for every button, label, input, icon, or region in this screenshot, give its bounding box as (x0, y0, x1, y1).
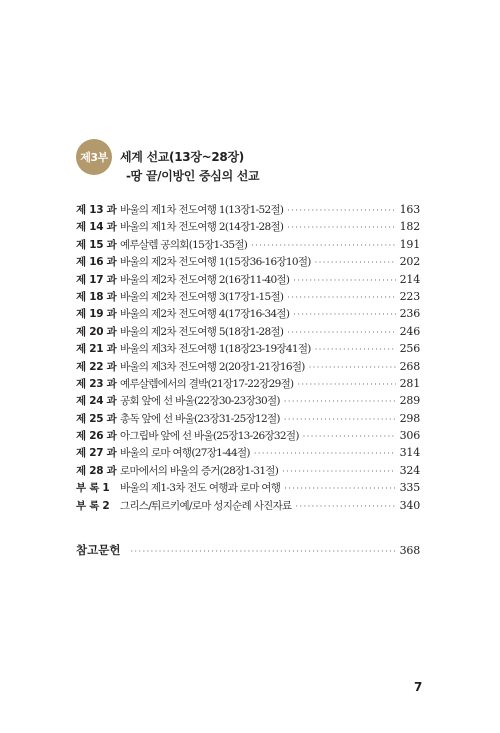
leader-dots (287, 219, 395, 236)
toc-entry[interactable] (76, 236, 420, 253)
leader-dots (315, 254, 396, 271)
toc-entry-page: 182 (399, 220, 420, 234)
leader-dots (284, 393, 396, 410)
table-of-contents (76, 201, 420, 514)
toc-entry[interactable] (76, 271, 420, 288)
toc-entry[interactable] (76, 462, 420, 479)
toc-entry-number: 제 24 과 (76, 395, 117, 408)
leader-dots (295, 498, 395, 515)
toc-entry[interactable] (76, 392, 420, 409)
leader-dots (284, 411, 396, 428)
toc-entry-title: 바울의 로마 여행(27장1-44절) (120, 447, 250, 460)
toc-entry-page: 256 (399, 342, 420, 356)
toc-entry-title: 바울의 제2차 전도여행 1(15장36-16장10절) (120, 256, 311, 269)
toc-entry[interactable] (76, 410, 420, 427)
references-page: 368 (399, 544, 420, 557)
toc-entry-title: 바울의 제1차 전도여행 1(13장1-52절) (120, 204, 284, 216)
toc-entry-number: 부 록 1 (76, 482, 110, 495)
toc-entry-page: 289 (399, 394, 420, 408)
toc-entry-title: 바울의 제2차 전도여행 2(16장11-40절) (120, 273, 290, 286)
toc-entry-page: 214 (399, 272, 420, 286)
toc-entry[interactable] (76, 305, 420, 322)
page-number: 7 (414, 680, 423, 694)
toc-entry-page: 236 (399, 307, 420, 321)
part-title: 세계 선교(13장~28장) (120, 150, 244, 164)
toc-entry-number: 부 록 2 (76, 499, 110, 512)
toc-entry-number: 제 26 과 (76, 430, 117, 443)
toc-entry-page: 298 (399, 411, 420, 425)
toc-entry-title: 바울의 제2차 전도여행 5(18장1-28절) (120, 325, 284, 338)
toc-entry-title: 총독 앞에 선 바울(23장31-25장12절) (120, 412, 280, 425)
toc-entry-number: 제 18 과 (76, 290, 117, 303)
toc-entry-number: 제 25 과 (76, 412, 117, 425)
toc-entry-title: 바울의 제2차 전도여행 3(17장1-15절) (120, 290, 284, 303)
part-badge: 제3부 (76, 139, 112, 175)
leader-dots (254, 445, 396, 462)
toc-entry[interactable] (76, 201, 420, 218)
toc-entry-title: 아그립바 앞에 선 바울(25장13-26장32절) (120, 430, 299, 443)
toc-entry[interactable] (76, 444, 420, 461)
toc-entry-page: 268 (399, 359, 420, 373)
leader-dots (287, 289, 395, 306)
toc-entry[interactable] (76, 479, 420, 496)
toc-entry-page: 314 (399, 446, 420, 460)
toc-entry-number: 제 28 과 (76, 464, 117, 477)
toc-entry-title: 바울의 제3차 전도여행 1(18장23-19장41절) (120, 343, 311, 356)
toc-entry[interactable] (76, 253, 420, 270)
leader-dots (284, 480, 395, 497)
references-title: 참고문헌 (76, 543, 121, 557)
toc-entry-page: 335 (399, 481, 420, 495)
leader-dots (293, 306, 395, 323)
toc-entry-number: 제 19 과 (76, 308, 117, 321)
toc-entry[interactable] (76, 358, 420, 375)
toc-entry-number: 제 17 과 (76, 273, 117, 286)
leader-dots (315, 341, 396, 358)
toc-entry-number: 제 27 과 (76, 447, 117, 460)
toc-entry-number: 제 13 과 (76, 204, 117, 216)
toc-entry[interactable] (76, 375, 420, 392)
toc-entry-page: 324 (399, 463, 420, 477)
toc-entry-number: 제 21 과 (76, 343, 117, 356)
part-subtitle: -땅 끝/이방인 중심의 선교 (126, 169, 260, 183)
toc-entry[interactable] (76, 288, 420, 305)
leader-dots (297, 376, 395, 393)
toc-entry[interactable] (76, 497, 420, 514)
toc-entry-title: 공회 앞에 선 바울(22장30-23장30절) (120, 395, 280, 408)
toc-entry[interactable] (76, 218, 420, 235)
toc-entry-title: 바울의 제2차 전도여행 4(17장16-34절) (120, 308, 290, 321)
toc-entry-number: 제 22 과 (76, 360, 117, 373)
toc-entry-title: 예루살렘에서의 결박(21장17-22장29절) (120, 377, 294, 390)
toc-entry-references[interactable] (76, 542, 420, 558)
toc-entry-page: 340 (399, 498, 420, 512)
toc-entry-title: 예루살렘 공의회(15장1-35절) (120, 238, 248, 251)
toc-entry[interactable] (76, 340, 420, 357)
toc-entry-number: 제 23 과 (76, 377, 117, 390)
leader-dots (303, 428, 396, 445)
toc-entry-page: 191 (399, 237, 420, 251)
toc-entry-title: 바울의 제1-3차 전도 여행과 로마 여행 (120, 482, 281, 495)
toc-entry-title: 그리스/튀르키예/로마 성지순례 사진자료 (120, 499, 292, 512)
leader-dots (282, 463, 395, 480)
toc-entry-title: 바울의 제3차 전도여행 2(20장1-21장16절) (120, 360, 305, 373)
toc-entry-page: 281 (399, 376, 420, 390)
toc-entry-number: 제 20 과 (76, 325, 117, 338)
toc-entry[interactable] (76, 323, 420, 340)
leader-dots (287, 202, 395, 219)
leader-dots (309, 359, 396, 376)
toc-entry-title: 로마에서의 바울의 증거(28장1-31절) (120, 464, 279, 477)
toc-entry-page: 163 (399, 203, 420, 216)
toc-entry-number: 제 15 과 (76, 238, 117, 251)
toc-entry-number: 제 16 과 (76, 256, 117, 269)
toc-entry-title: 바울의 제1차 전도여행 2(14장1-28절) (120, 221, 284, 234)
toc-entry-page: 223 (399, 289, 420, 303)
leader-dots (251, 237, 395, 254)
leader-dots (287, 324, 395, 341)
toc-entry[interactable] (76, 427, 420, 444)
toc-entry-page: 246 (399, 324, 420, 338)
toc-entry-page: 202 (399, 255, 420, 269)
toc-entry-number: 제 14 과 (76, 221, 117, 234)
leader-dots (130, 547, 395, 556)
toc-entry-page: 306 (399, 429, 420, 443)
leader-dots (293, 272, 395, 289)
